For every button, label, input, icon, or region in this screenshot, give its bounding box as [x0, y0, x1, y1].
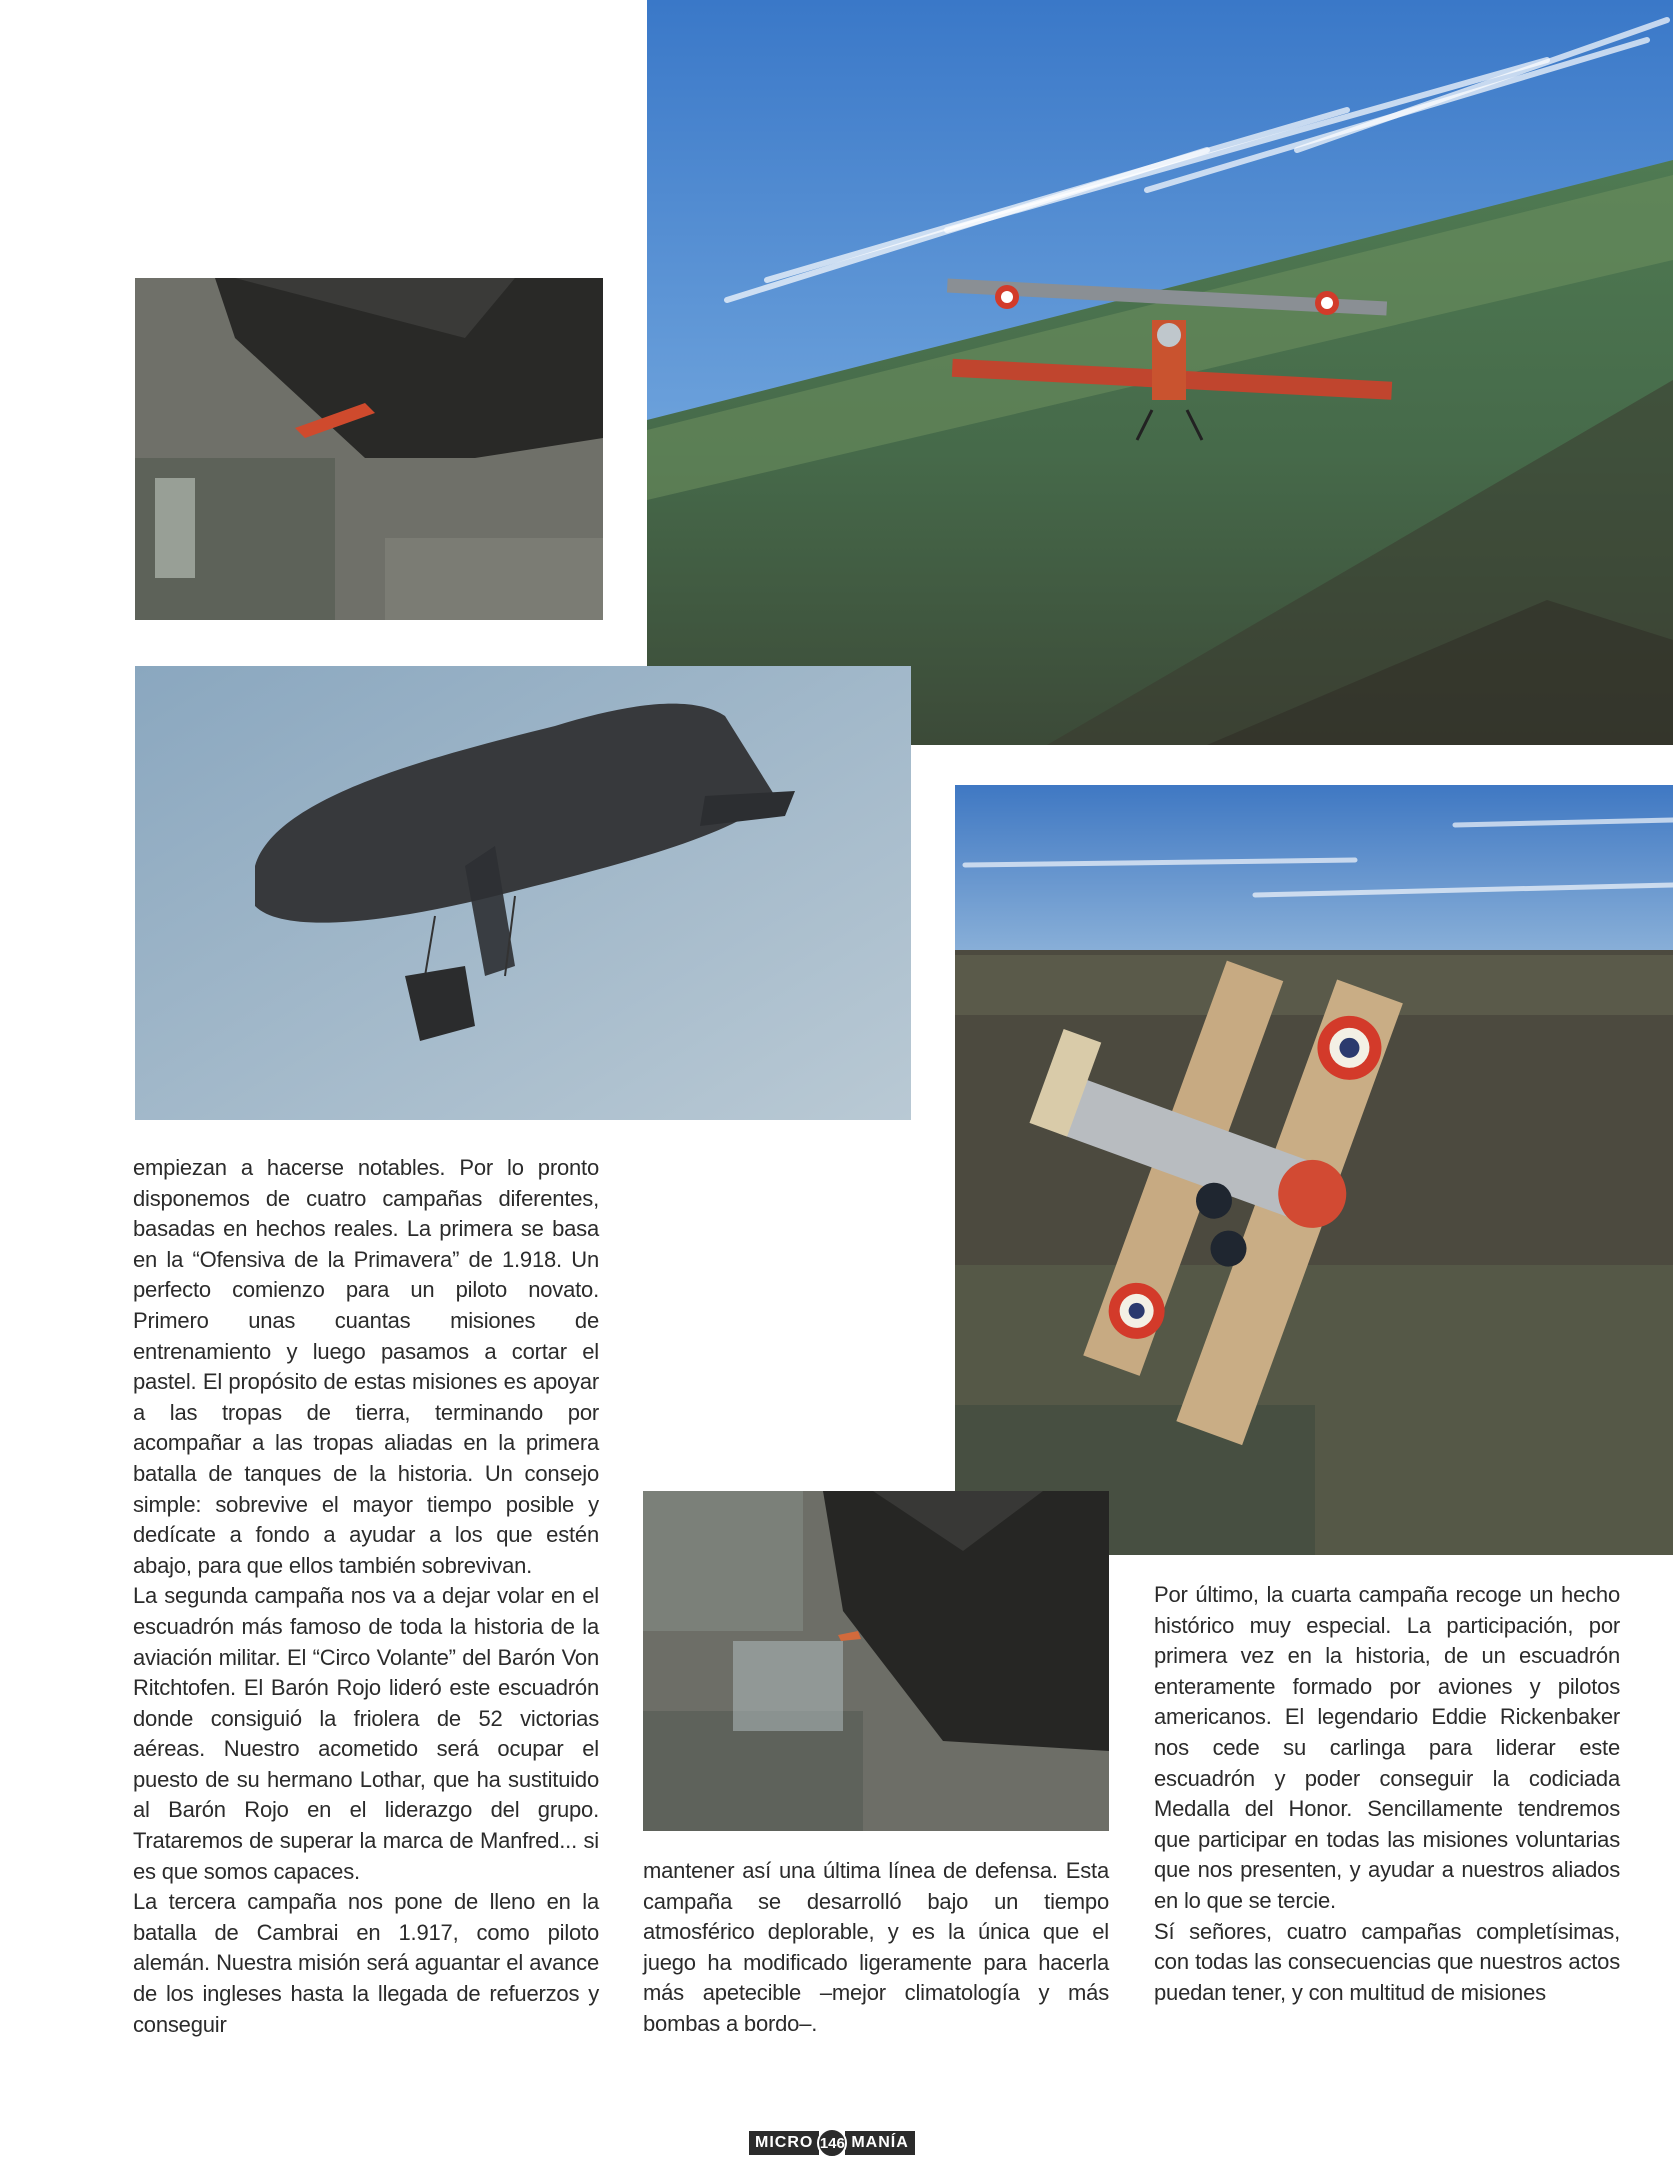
page-number: 146	[817, 2128, 847, 2158]
footer-brand-mania: MANÍA	[845, 2131, 914, 2155]
column3-paragraph-1: Por último, la cuarta campaña recoge un hecho histórico muy especial. La participación, por primera vez en la historia, de un escuadrón enteramente formado por aviones y pilotos americanos. El legendario Eddie Rickenbaker nos cede su carlinga para liderar este escuadrón y poder conseguir la codiciada Medalla del Honor. Sencillamente tendremos que participar en todas las misiones voluntarias que nos presenten, y ayudar a nuestros aliados en lo que se tercie.	[1154, 1582, 1620, 1913]
column1-paragraph-3: La tercera campaña nos pone de lleno en la batalla de Cambrai en 1.917, como piloto alemán. Nuestra misión será aguantar el avance de los ingleses hasta la llegada de refuerzos y conseguir	[133, 1889, 599, 2037]
footer-brand-micro: MICRO	[749, 2131, 819, 2155]
article-column-2	[643, 1856, 1109, 2040]
screenshot-aerial-shadow	[135, 278, 603, 620]
article-column-3	[1154, 1580, 1620, 2008]
column3-paragraph-2: Sí señores, cuatro campañas completísimas, con todas las consecuencias que nuestros actos puedan tener, y con multitud de misiones	[1154, 1918, 1620, 2005]
column1-paragraph-1: empiezan a hacerse notables. Por lo pronto disponemos de cuatro campañas diferentes, basadas en hechos reales. La primera se basa en la “Ofensiva de la Primavera” de 1.918. Un perfecto comienzo para un piloto novato. Primero unas cuantas misiones de entrenamiento y luego pasamos a cortar el pastel. El propósito de estas misiones es apoyar a las tropas de tierra, terminando por acompañar a las tropas aliadas en la primera batalla de tanques de la historia. Un consejo simple: sobrevive el mayor tiempo posible y dedícate a fondo a ayudar a los que estén abajo, para que ellos también sobrevivan.	[133, 1155, 599, 1578]
screenshot-aerial-formation	[643, 1491, 1109, 1831]
page-footer-logo	[749, 2129, 915, 2157]
screenshot-banking-biplane	[955, 785, 1673, 1555]
article-column-1	[133, 1153, 599, 2040]
column1-paragraph-2: La segunda campaña nos va a dejar volar en el escuadrón más famoso de toda la historia de la aviación militar. El “Circo Volante” del Barón Von Ritchtofen. El Barón Rojo lideró este escuadrón donde consiguió la friolera de 52 victorias aéreas. Nuestro acometido será ocupar el puesto de su hermano Lothar, que ha sustituido al Barón Rojo en el liderazgo del grupo. Trataremos de superar la marca de Manfred... si es que somos capaces.	[133, 1583, 599, 1884]
screenshot-zeppelin	[135, 666, 911, 1120]
column2-paragraph-1: mantener así una última línea de defensa. Esta campaña se desarrolló bajo un tiempo atmosférico deplorable, y es la única que el juego ha modificado ligeramente para hacerla más apetecible –mejor climatología y más bombas a bordo–.	[643, 1858, 1109, 2036]
screenshot-biplane-roundels	[647, 0, 1673, 745]
